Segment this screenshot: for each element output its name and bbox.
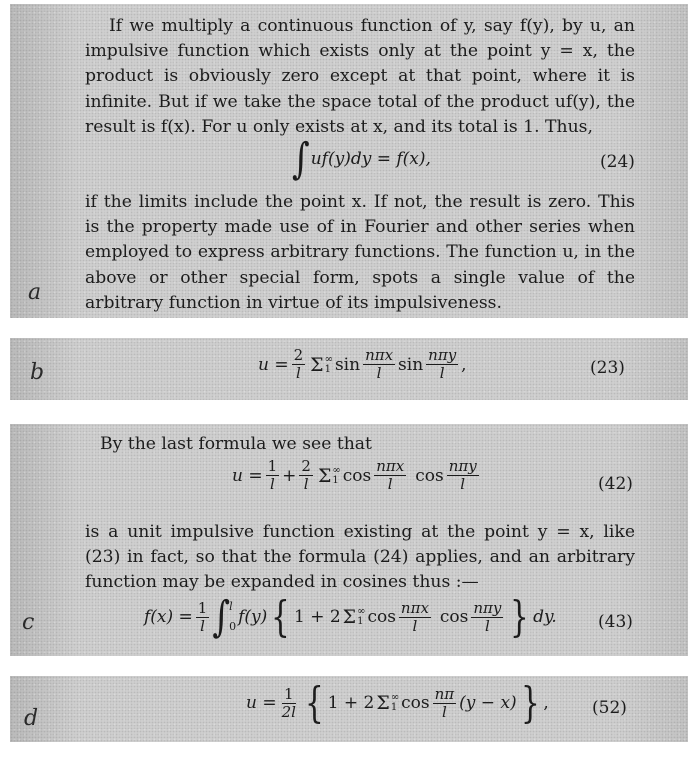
eq52-sum <box>376 692 399 714</box>
eq52-one-plus: 1 + 2 <box>327 693 375 713</box>
eq42-term1 <box>266 458 280 493</box>
sum-lower: 1 <box>332 474 339 486</box>
eq43-one-plus: 1 + 2 <box>293 607 341 627</box>
eq23-arg1-den: l <box>376 364 382 382</box>
paragraph-limits: if the limits include the point x. If not, the result is zero. This is the property made use of in Fourier and other series when employed to express arbitrary functions. The function u, in the above or other special form, spots a single value of the arbitrary function in virtue of its impulsiveness. <box>85 192 635 313</box>
sum-upper: ∞ <box>390 692 400 703</box>
sum-sign: Σ <box>317 464 332 487</box>
eq23-sin-2: sin <box>398 354 424 375</box>
eq42-plus: + <box>282 465 297 486</box>
eq43-cos-1: cos <box>367 607 396 627</box>
eq52-open-brace: { <box>304 678 324 727</box>
eq52-cos: cos <box>401 693 430 713</box>
equation-24-body: uf(y)dy = f(x), <box>310 149 431 169</box>
equation-panel-52 <box>10 676 688 742</box>
eq43-coef-den: l <box>200 616 205 635</box>
eq52-coef-num: 1 <box>284 684 294 703</box>
paragraph-unit-impulsive: is a unit impulsive function existing at the point y = x, like (23) in fact, so that the formula (24) applies, and an arbitrary function may be expanded in cosines thus :— <box>85 522 635 593</box>
eq42-t1-den: l <box>269 475 275 493</box>
eq43-open-brace: { <box>271 592 290 641</box>
margin-annotation-b: b <box>30 360 45 385</box>
eq42-t2-den: l <box>303 475 309 493</box>
eq42-term2 <box>299 458 313 493</box>
eq42-arg2 <box>447 458 479 493</box>
eq52-tail: , <box>543 693 549 713</box>
sum-upper: ∞ <box>357 606 366 617</box>
eq23-tail: , <box>461 354 467 375</box>
eq42-t1-num: 1 <box>267 457 278 475</box>
eq43-lhs: f(x) = <box>144 607 193 627</box>
eq43-close-brace: } <box>510 592 530 641</box>
equation-24-number: (24) <box>600 152 635 172</box>
eq52-arg <box>433 686 457 721</box>
eq23-lhs: u = <box>258 354 289 375</box>
eq43-arg1-num: nπx <box>400 598 429 617</box>
eq42-lhs: u = <box>232 465 263 486</box>
eq43-cos-2: cos <box>439 607 469 627</box>
eq52-close-brace: } <box>520 678 540 727</box>
eq43-fy: f(y) <box>238 607 268 627</box>
eq43-sum <box>343 606 366 628</box>
sum-lower: 1 <box>357 616 364 627</box>
eq23-coef <box>292 347 306 382</box>
eq43-coef-num: 1 <box>197 598 208 617</box>
equation-42-number: (42) <box>598 474 633 494</box>
sum-sign: Σ <box>310 353 324 376</box>
eq52-arg-num: nπ <box>434 684 455 703</box>
eq43-arg1-den: l <box>412 616 418 635</box>
intro-line: By the last formula we see that <box>100 434 372 454</box>
sum-sign: Σ <box>376 692 390 714</box>
eq42-arg2-num: nπy <box>448 457 477 475</box>
int-upper: l <box>229 600 233 613</box>
integral-sign: ∫ <box>292 134 310 184</box>
text-panel-3 <box>10 424 688 656</box>
eq23-arg2-num: nπy <box>428 346 457 364</box>
eq43-arg2-den: l <box>484 616 490 635</box>
eq43-arg2 <box>471 600 503 635</box>
equation-43-number: (43) <box>598 612 633 632</box>
equation-23-number: (23) <box>590 358 625 378</box>
eq42-arg2-den: l <box>460 475 466 493</box>
eq23-arg1-num: nπx <box>365 346 394 364</box>
eq42-t2-num: 2 <box>301 457 311 475</box>
equation-23 <box>258 347 467 382</box>
integral-sign: ∫ <box>212 592 231 642</box>
eq23-arg2-den: l <box>439 364 445 382</box>
margin-annotation-a: a <box>28 280 42 305</box>
eq43-int-limits <box>229 597 236 637</box>
margin-annotation-d: d <box>24 706 39 731</box>
equation-24 <box>292 134 431 184</box>
eq43-tail: dy. <box>533 607 557 627</box>
eq42-cos-1: cos <box>342 465 372 486</box>
eq23-coef-den: l <box>295 364 301 382</box>
eq23-arg2 <box>426 347 458 382</box>
eq43-coef <box>196 600 210 635</box>
eq52-coef-den: 2l <box>281 702 296 721</box>
eq23-sum <box>310 354 333 376</box>
equation-43 <box>144 592 557 642</box>
equation-52 <box>246 678 549 727</box>
eq42-sum <box>318 465 341 487</box>
eq42-cos-2: cos <box>415 465 444 486</box>
eq52-coef <box>280 686 298 721</box>
eq43-arg2-num: nπy <box>473 598 502 617</box>
sum-upper: ∞ <box>332 464 341 476</box>
equation-42 <box>232 458 482 493</box>
paragraph-impulsive-function: If we multiply a continuous function of y, say f(y), by u, an impulsive function which exists only at the point y = x, the product is obviously zero except at that point, where it is infinite. But if we take the space total of the product uf(y), the result is f(x). For u only exists at x, and its total is 1. Thus, <box>85 16 635 137</box>
eq23-sin-1: sin <box>334 354 361 375</box>
equation-52-number: (52) <box>592 698 627 718</box>
int-lower: 0 <box>229 620 237 633</box>
sum-sign: Σ <box>342 606 357 628</box>
sum-lower: 1 <box>324 363 331 375</box>
text-panel-1 <box>10 4 688 318</box>
eq42-arg1-den: l <box>387 475 393 493</box>
eq52-lhs: u = <box>246 693 277 713</box>
eq52-paren: (y − x) <box>459 693 517 713</box>
eq42-arg1 <box>374 458 406 493</box>
equation-panel-23 <box>10 338 688 400</box>
eq23-coef-num: 2 <box>293 346 304 364</box>
sum-upper: ∞ <box>324 353 333 365</box>
eq52-arg-den: l <box>442 702 447 721</box>
margin-annotation-c: c <box>22 610 35 635</box>
eq42-arg1-num: nπx <box>376 457 405 475</box>
eq43-arg1 <box>399 600 431 635</box>
eq23-arg1 <box>363 347 395 382</box>
sum-lower: 1 <box>390 702 398 713</box>
